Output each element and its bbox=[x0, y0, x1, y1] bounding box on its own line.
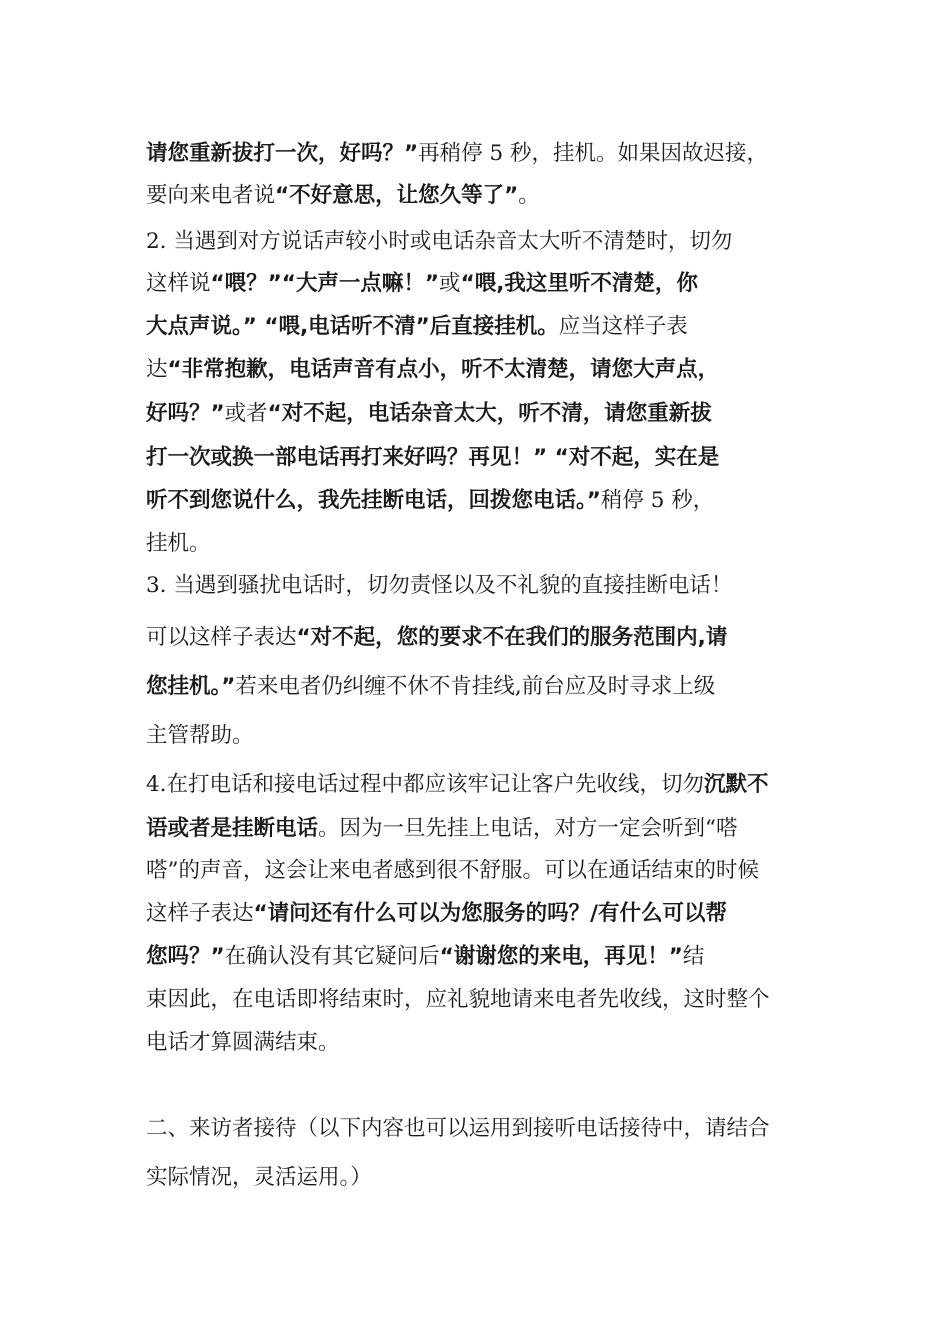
text-span: 若来电者仍纠缠不休不肯挂线,前台应及时寻求上级 bbox=[235, 674, 716, 699]
text-line bbox=[146, 767, 769, 798]
text-line bbox=[146, 669, 715, 700]
text-span: 或者 bbox=[224, 401, 268, 426]
text-span: 。 bbox=[518, 183, 540, 208]
text-span: 听不到您说什么，我先挂断电话，回拨您电话。” bbox=[146, 488, 601, 513]
text-span: “对不起，您的要求不在我们的服务范围内,请 bbox=[296, 625, 728, 650]
text-span: 打一次或换一部电话再打来好吗？再见！” “对不起，实在是 bbox=[146, 445, 720, 470]
text-span: 要向来电者说 bbox=[146, 183, 276, 208]
text-line bbox=[146, 1160, 372, 1191]
text-line bbox=[146, 224, 732, 255]
text-span: 再稍停 5 秒，挂机。如果因故迟接， bbox=[418, 141, 768, 166]
text-span: 电话才算圆满结束。 bbox=[146, 1030, 340, 1055]
text-line bbox=[146, 896, 727, 927]
text-line bbox=[146, 811, 738, 842]
text-span: 2. 当遇到对方说话声较小时或电话杂音太大听不清楚时，切勿 bbox=[146, 229, 733, 254]
text-span: “非常抱歉，电话声音有点小，听不太清楚，请您大声点， bbox=[167, 357, 720, 382]
text-span: 沉默不 bbox=[704, 772, 769, 797]
text-span: “谢谢您的来电，再见！” bbox=[439, 944, 683, 969]
text-line bbox=[146, 853, 759, 884]
text-span: 大点声说。” “喂,电话听不清”后直接挂机。 bbox=[146, 314, 559, 339]
text-line bbox=[146, 136, 768, 167]
text-span: “不好意思，让您久等了” bbox=[275, 183, 519, 208]
text-line bbox=[146, 939, 704, 970]
text-span: 3. 当遇到骚扰电话时，切勿责怪以及不礼貌的直接挂断电话！ bbox=[146, 573, 733, 598]
text-span: 好吗？” bbox=[146, 401, 225, 426]
text-span: 您吗？” bbox=[146, 944, 225, 969]
text-line bbox=[146, 526, 211, 557]
text-span: 4.在打电话和接电话过程中都应该牢记让客户先收线，切勿 bbox=[146, 772, 705, 797]
text-span: 二、来访者接待（以下内容也可以运用到接听电话接待中，请结合 bbox=[146, 1116, 770, 1141]
text-line bbox=[146, 568, 732, 599]
text-span: “请问还有什么可以为您服务的吗？/有什么可以帮 bbox=[253, 901, 728, 926]
text-span: 挂机。 bbox=[146, 531, 211, 556]
text-span: 主管帮助。 bbox=[146, 723, 254, 748]
text-span: 请您重新拔打一次，好吗？” bbox=[146, 141, 419, 166]
text-span: “喂,我这里听不清楚，你 bbox=[460, 271, 698, 296]
text-line bbox=[146, 352, 719, 383]
text-span: 。因为一旦先挂上电话，对方一定会听到“嗒 bbox=[318, 816, 738, 841]
text-line bbox=[146, 266, 698, 297]
text-span: 可以这样子表达 bbox=[146, 625, 297, 650]
text-span: 达 bbox=[146, 357, 168, 382]
text-span: 应当这样子表 bbox=[558, 314, 688, 339]
text-span: 嗒”的声音，这会让来电者感到很不舒服。可以在通话结束的时候 bbox=[146, 858, 759, 883]
text-line bbox=[146, 1025, 340, 1056]
text-line bbox=[146, 718, 254, 749]
text-line bbox=[146, 982, 770, 1013]
text-line bbox=[146, 440, 719, 471]
text-span: 实际情况，灵活运用。） bbox=[146, 1165, 372, 1190]
text-line bbox=[146, 309, 688, 340]
text-span: 语或者是挂断电话 bbox=[146, 816, 319, 841]
text-line bbox=[146, 396, 712, 427]
text-line bbox=[146, 483, 714, 514]
text-span: 束因此，在电话即将结束时，应礼貌地请来电者先收线，这时整个 bbox=[146, 987, 770, 1012]
text-span: 结 bbox=[682, 944, 705, 969]
text-span: 这样说 bbox=[146, 271, 211, 296]
text-line bbox=[146, 620, 727, 651]
text-span: 或 bbox=[439, 271, 461, 296]
text-span: “喂？”“大声一点嘛！” bbox=[210, 271, 440, 296]
text-span: 稍停 5 秒， bbox=[600, 488, 715, 513]
text-span: 这样子表达 bbox=[146, 901, 254, 926]
text-line bbox=[146, 178, 540, 209]
section-heading bbox=[146, 1111, 770, 1142]
text-span: 您挂机。” bbox=[146, 674, 236, 699]
text-span: “对不起，电话杂音太大，听不清，请您重新拔 bbox=[267, 401, 712, 426]
text-span: 在确认没有其它疑问后 bbox=[224, 944, 440, 969]
